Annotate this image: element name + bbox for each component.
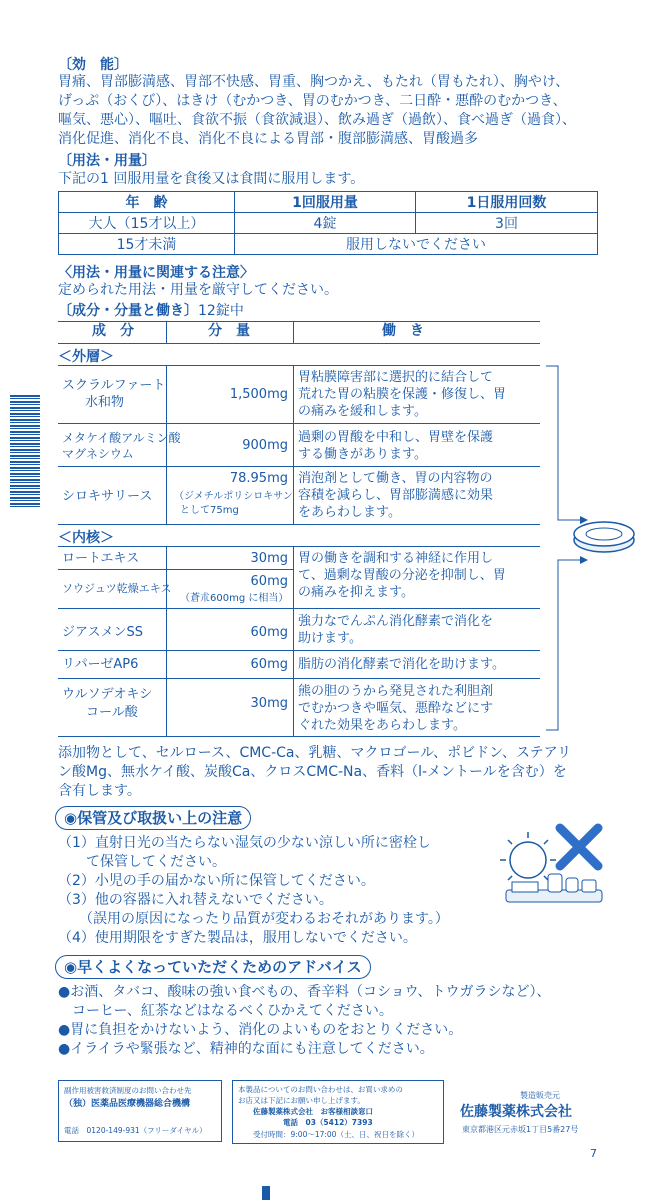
- bottom-mark: [262, 1186, 270, 1200]
- caution-text: 定められた用法・用量を厳守してください。: [58, 282, 338, 298]
- ing-inner-1-name: ロートエキス: [62, 551, 140, 566]
- ingredients-heading: 〔成分・分量と働き〕12錠中: [58, 303, 244, 319]
- dosage-adult-dose: 4錠: [235, 213, 416, 234]
- dosage-child-age: 15才未満: [59, 234, 235, 255]
- ing-outer-3-effect-3: をあらわします。: [298, 505, 401, 520]
- contact-line-2: お店又は下記にお願い申し上げます。: [238, 1096, 365, 1105]
- ing-inner-5-effect-3: ぐれた効果をあらわします。: [298, 718, 466, 733]
- ing-inner-3-effect-2: 助けます。: [298, 631, 362, 646]
- ing-outer-1-effect-3: の痛みを緩和します。: [298, 404, 427, 419]
- contact-hours: 受付時間：9:00～17:00（土、日、祝日を除く）: [253, 1130, 419, 1139]
- additives-line-1: 添加物として、セルロース、CMC-Ca、乳糖、マクロゴール、ポビドン、ステアリ: [58, 745, 572, 761]
- ing-inner-1-effect-1: 胃の働きを調和する神経に作用し: [298, 551, 494, 566]
- storage-item-3: （3）他の容器に入れ替えないでください。: [58, 892, 333, 908]
- maker-label: 製造販売元: [520, 1091, 560, 1100]
- storage-illustration-icon: [498, 822, 608, 922]
- ing-col-amount: 分 量: [208, 323, 250, 339]
- ing-outer-2-name: メタケイ酸アルミン酸: [62, 431, 181, 445]
- ing-inner-2-amount: 60mg: [250, 574, 288, 589]
- advice-item-3: ●イライラや緊張など、精神的な面にも注意してください。: [58, 1041, 434, 1057]
- ing-outer-2-effect-2: する働きがあります。: [298, 447, 427, 462]
- side-barcode: [10, 395, 40, 507]
- ing-outer-1-effect-1: 胃粘膜障害部に選択的に結合して: [298, 370, 494, 385]
- outer-layer-label: ＜外層＞: [58, 349, 114, 365]
- ing-inner-2-name: ソウジュツ乾燥エキス: [62, 582, 172, 595]
- advice-item-2: ●胃に負担をかけないよう、消化のよいものをおとりください。: [58, 1022, 463, 1038]
- efficacy-heading: 〔効 能〕: [58, 57, 128, 73]
- maker-address: 東京都港区元赤坂1丁目5番27号: [462, 1125, 579, 1134]
- ing-outer-3-note-2: として75mg: [180, 505, 239, 516]
- ing-outer-2-amount: 900mg: [242, 438, 288, 453]
- ing-outer-3-amount: 78.95mg: [229, 471, 288, 486]
- contact-box: [232, 1080, 444, 1144]
- ing-inner-5-effect-1: 熊の胆のうから発見された利胆剤: [298, 684, 494, 699]
- advice-item-1: ●お酒、タバコ、酸味の強い食べもの、香辛料（コショウ、トウガラシなど）、: [58, 984, 551, 1000]
- ing-inner-4-effect-1: 脂肪の消化酵素で消化を助けます。: [298, 657, 505, 672]
- ing-outer-2-name2: マグネシウム: [62, 447, 134, 461]
- ing-inner-4-name: リパーゼAP6: [62, 657, 139, 672]
- ing-inner-2-note: （蒼朮600mg に相当）: [180, 593, 289, 604]
- dosage-adult-times: 3回: [416, 213, 598, 234]
- storage-heading: ◉保管及び取扱い上の注意: [55, 806, 251, 830]
- ing-outer-1-amount: 1,500mg: [229, 387, 288, 402]
- inner-core-label: ＜内核＞: [58, 530, 114, 546]
- relief-box: [58, 1080, 222, 1142]
- advice-item-1b: コーヒー、紅茶などはなるべくひかえてください。: [58, 1003, 393, 1019]
- ing-inner-3-name: ジアスメンSS: [62, 625, 143, 640]
- storage-item-3b: （誤用の原因になったり品質が変わるおそれがあります。）: [58, 911, 449, 927]
- ing-outer-1-effect-2: 荒れた胃の粘膜を保護・修復し、胃: [298, 387, 507, 402]
- storage-item-1: （1）直射日光の当たらない湿気の少ない涼しい所に密栓し: [58, 835, 431, 851]
- ing-inner-1-effect-2: て、過剰な胃酸の分泌を抑制し、胃: [298, 568, 506, 583]
- dosage-intro: 下記の1 回服用量を食後又は食間に服用します。: [58, 171, 365, 187]
- ing-col-name: 成 分: [92, 323, 134, 339]
- ing-inner-5-name: ウルソデオキシ: [62, 687, 153, 702]
- ing-inner-5-amount: 30mg: [250, 696, 288, 711]
- ing-outer-3-effect-1: 消泡剤として働き、胃の内容物の: [298, 471, 493, 486]
- efficacy-line-3: 嘔気、悪心）、嘔吐、食欲不振（食欲減退）、飲み過ぎ（過飲）、食べ過ぎ（過食）、: [58, 112, 576, 128]
- caution-heading: 〈用法・用量に関連する注意〉: [58, 265, 254, 281]
- ing-outer-3-name: シロキサリース: [62, 489, 153, 504]
- additives-line-2: ン酸Mg、無水ケイ酸、炭酸Ca、クロスCMC-Na、香料（l-メントールを含む）を: [58, 764, 567, 780]
- efficacy-line-2: げっぷ（おくび）、はきけ（むかつき、胃のむかつき、二日酔・悪酔のむかつき、: [58, 93, 567, 109]
- dosage-child-note: 服用しないでください: [235, 234, 598, 255]
- page-number: 7: [590, 1147, 597, 1160]
- additives-line-3: 含有します。: [58, 783, 141, 799]
- dosage-col-age: 年 齢: [59, 192, 235, 213]
- dosage-heading: 〔用法・用量〕: [58, 153, 156, 169]
- relief-org: （独）医薬品医療機器総合機構: [64, 1099, 191, 1109]
- dosage-table: [58, 191, 598, 255]
- advice-heading: ◉早くよくなっていただくためのアドバイス: [55, 955, 371, 979]
- ing-outer-1-name2: 水和物: [85, 395, 125, 410]
- storage-item-2: （2）小児の手の届かない所に保管してください。: [58, 873, 375, 889]
- ing-inner-4-amount: 60mg: [250, 657, 288, 672]
- contact-tel: 電話 03（5412）7393: [283, 1118, 373, 1127]
- dosage-adult-age: 大人（15才以上）: [59, 213, 235, 234]
- ing-outer-2-effect-1: 過剰の胃酸を中和し、胃壁を保護: [298, 430, 494, 445]
- relief-title: 副作用被害救済制度のお問い合わせ先: [64, 1086, 192, 1095]
- dosage-col-times: 1日服用回数: [416, 192, 598, 213]
- ing-inner-5-name2: コール酸: [86, 705, 138, 720]
- ing-col-effect: 働 き: [382, 323, 424, 339]
- ing-inner-1-amount: 30mg: [250, 551, 288, 566]
- ing-inner-1-effect-3: の痛みを抑えます。: [298, 585, 414, 600]
- contact-company: 佐藤製薬株式会社 お客様相談窓口: [253, 1107, 373, 1116]
- tablet-diagram: [540, 360, 640, 740]
- ing-outer-1-name: スクラルファート: [62, 378, 166, 393]
- storage-item-1b: て保管してください。: [58, 854, 226, 870]
- ing-outer-3-note-1: （ジメチルポリシロキサン: [174, 491, 293, 502]
- storage-item-4: （4）使用期限をすぎた製品は，服用しないでください。: [58, 930, 417, 946]
- ing-outer-3-effect-2: 容積を減らし、胃部膨満感に効果: [298, 488, 494, 503]
- ing-inner-3-effect-1: 強力なでんぷん消化酵素で消化を: [298, 614, 494, 629]
- efficacy-line-1: 胃痛、胃部膨満感、胃部不快感、胃重、胸つかえ、もたれ（胃もたれ）、胸やけ、: [58, 74, 570, 90]
- maker-name: 佐藤製薬株式会社: [460, 1104, 572, 1120]
- efficacy-line-4: 消化促進、消化不良、消化不良による胃部・腹部膨満感、胃酸過多: [58, 131, 478, 147]
- relief-tel: 電話 0120-149-931（フリーダイヤル）: [64, 1126, 207, 1135]
- ing-inner-3-amount: 60mg: [250, 625, 288, 640]
- dosage-col-dose: 1回服用量: [235, 192, 416, 213]
- contact-line-1: 本製品についてのお問い合わせは、お買い求めの: [238, 1085, 403, 1094]
- ing-inner-5-effect-2: でむかつきや嘔気、悪酔などにす: [298, 701, 494, 716]
